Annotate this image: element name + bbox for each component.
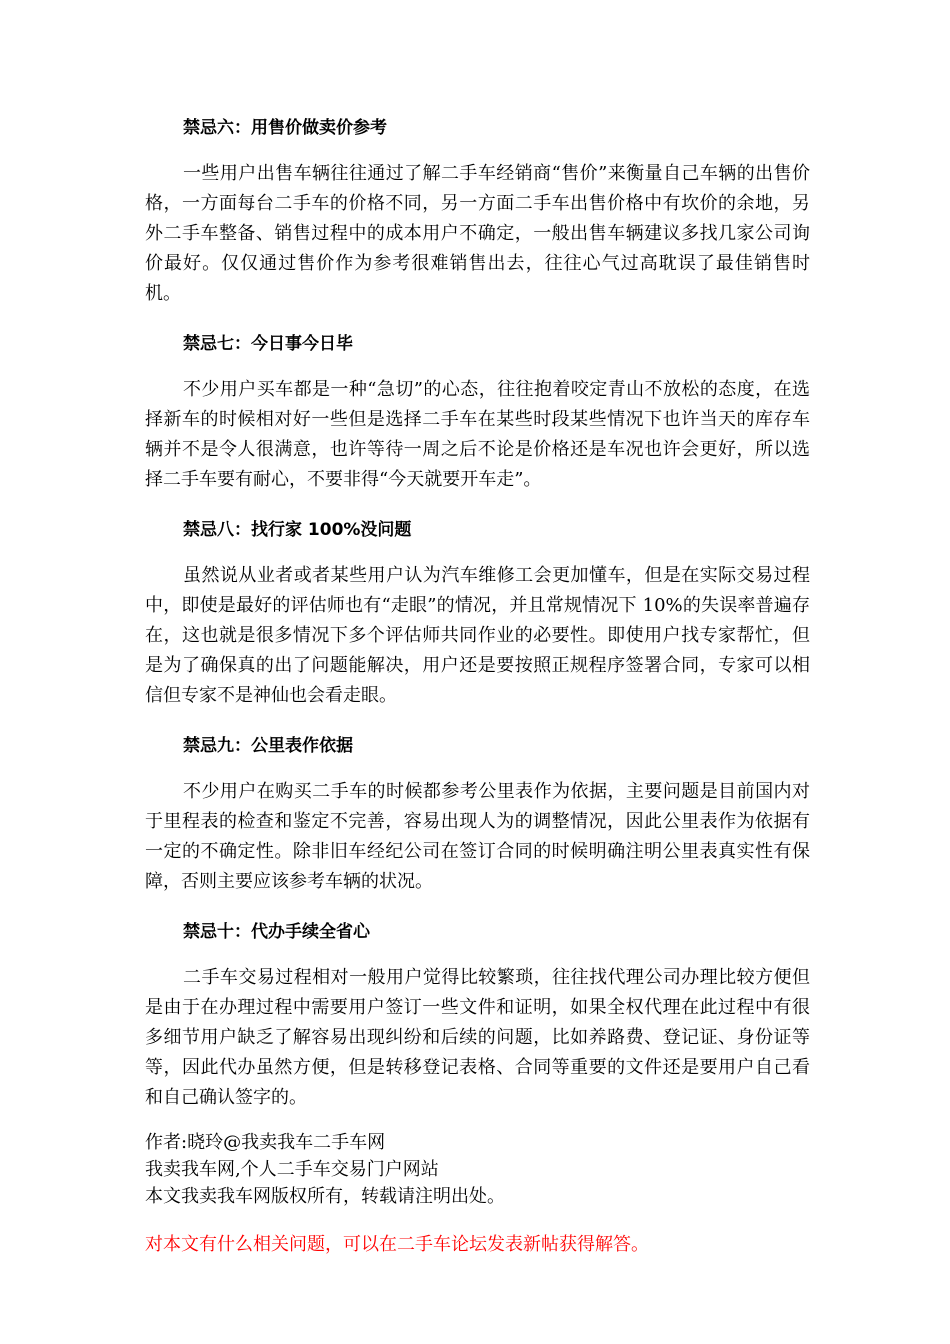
section-heading-10: 禁忌十：代办手续全省心 [183, 922, 370, 942]
article [145, 113, 810, 1260]
section-body-8: 虽然说从业者或者某些用户认为汽车维修工会更加懂车，但是在实际交易过程中，即使是最好的评估师也有“走眼”的情况，并且常规情况下 10%的失误率普遍存在，这也就是很多情况下多个评估师共同作业的必要性。即使用户找专家帮忙，但是为了确保真的出了问题能解决，用户还是要按照正规程序签署合同，专家可以相信但专家不是神仙也会看走眼。 [145, 565, 810, 706]
section-heading-9: 禁忌九：公里表作依据 [183, 736, 353, 756]
section-body-6: 一些用户出售车辆往往通过了解二手车经销商“售价”来衡量自己车辆的出售价格，一方面每台二手车的价格不同，另一方面二手车出售价格中有坎价的余地，另外二手车整备、销售过程中的成本用户不确定，一般出售车辆建议多找几家公司询价最好。仅仅通过售价作为参考很难销售出去，往往心气过高耽误了最佳销售时机。 [145, 163, 810, 304]
article-footer [145, 1129, 810, 1260]
section-body-9: 不少用户在购买二手车的时候都参考公里表作为依据，主要问题是目前国内对于里程表的检查和鉴定不完善，容易出现人为的调整情况，因此公里表作为依据有一定的不确定性。除非旧车经纪公司在签订合同的时候明确注明公里表真实性有保障，否则主要应该参考车辆的状况。 [145, 781, 810, 892]
section-heading-8: 禁忌八：找行家 100%没问题 [183, 520, 412, 540]
site-line: 我卖我车网,个人二手车交易门户网站 [145, 1159, 439, 1180]
section-heading-6: 禁忌六：用售价做卖价参考 [183, 118, 387, 138]
author-line: 作者:晓玲@我卖我车二手车网 [145, 1132, 386, 1153]
section-heading-7: 禁忌七：今日事今日毕 [183, 334, 353, 354]
forum-notice-link[interactable]: 对本文有什么相关问题，可以在二手车论坛发表新帖获得解答。 [145, 1234, 649, 1255]
copyright-line: 本文我卖我车网版权所有，转载请注明出处。 [145, 1186, 505, 1207]
section-body-10: 二手车交易过程相对一般用户觉得比较繁琐，往往找代理公司办理比较方便但是由于在办理过程中需要用户签订一些文件和证明，如果全权代理在此过程中有很多细节用户缺乏了解容易出现纠纷和后续的问题，比如养路费、登记证、身份证等等，因此代办虽然方便，但是转移登记表格、合同等重要的文件还是要用户自己看和自己确认签字的。 [145, 967, 810, 1108]
section-body-7: 不少用户买车都是一种“急切”的心态，往往抱着咬定青山不放松的态度，在选择新车的时候相对好一些但是选择二手车在某些时段某些情况下也许当天的库存车辆并不是令人很满意，也许等待一周之后不论是价格还是车况也许会更好，所以选择二手车要有耐心，不要非得“今天就要开车走”。 [145, 379, 810, 490]
